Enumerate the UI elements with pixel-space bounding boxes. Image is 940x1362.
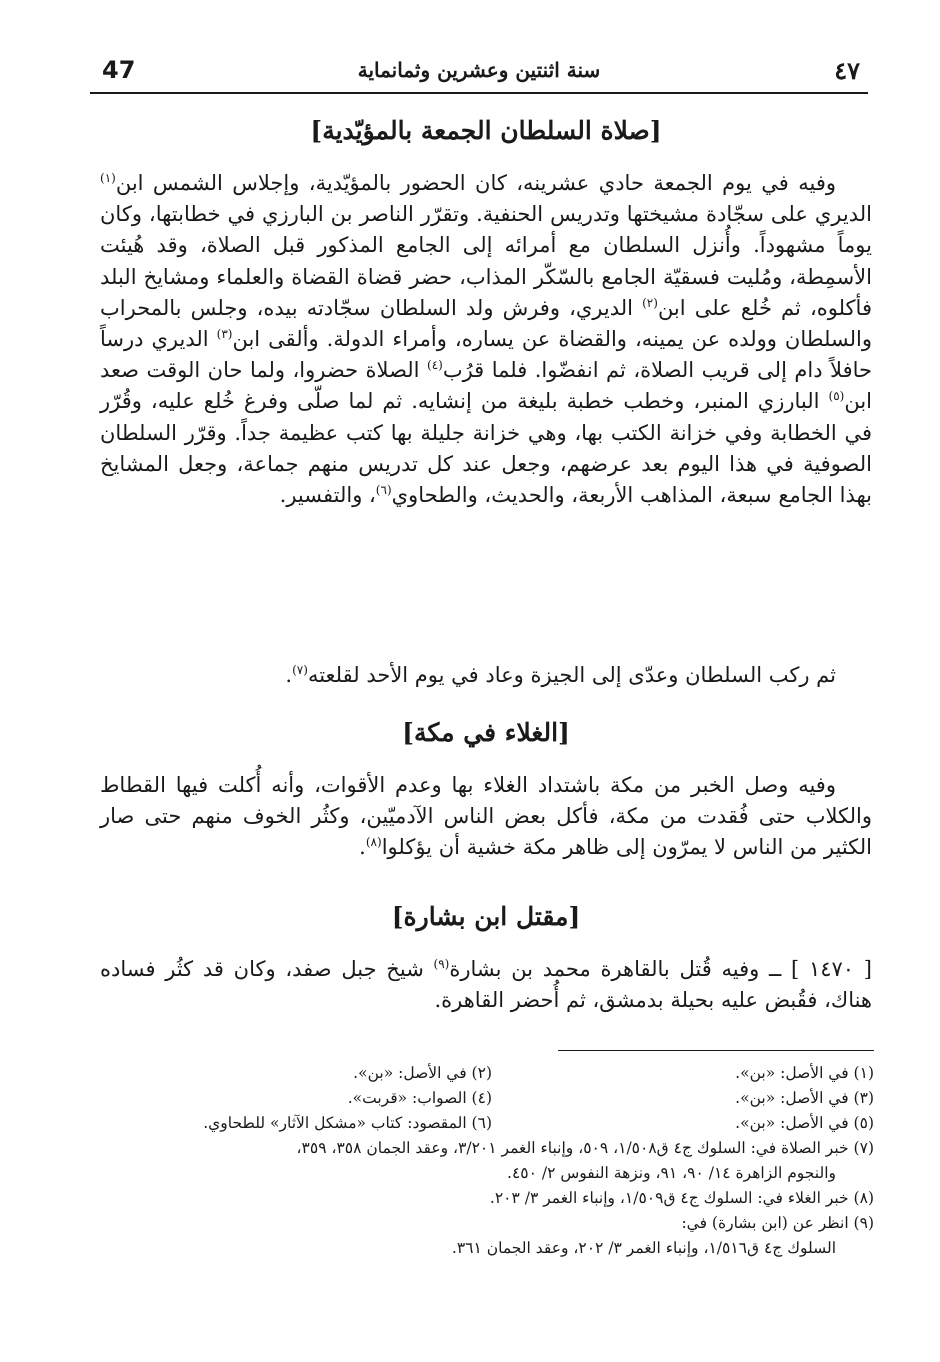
paragraph-text: . [285,663,293,687]
footnote: (٩) انظر عن (ابن بشارة) في: [681,1214,874,1232]
footnote: (٧) خبر الصلاة في: السلوك ج٤ ق١/٥٠٨، ٥٠٩، وإنباء الغمر ٣/٢٠١، وعقد الجمان ٣٥٨، ٣٥٩، [296,1139,874,1157]
footnote: (٤) الصواب: «قربت». [347,1089,492,1107]
footnote-ref: (٥) [828,389,845,404]
paragraph-text: الصلاة حضروا، ولما حان الوقت صعد ابن [100,358,872,414]
section-heading: [مقتل ابن بشارة] [391,902,581,931]
paragraph-text: البارزي المنبر، وخطب خطبة بليغة من إنشايه. ثم لما صلّى وفرغ خُلع عليه، وقُرّر في الخطابة وفي خزانة الكتب بها، وهي خزانة جليلة بها كتب عظيمة جداً. وقرّر السلطان الصوفية في هذا اليوم بعد عرضهم، وجعل عند كل تدريس منهم جماعة، وجعل المشايخ بهذا الجامع سبعة، المذاهب الأربعة، والحديث، والطحاوي [100,389,872,508]
footnote-ref: (٦) [375,483,392,498]
section-body [100,770,872,864]
page-number-latin: 47 [102,56,136,84]
footnote-continuation: السلوك ج٤ ق١/٥١٦، وإنباء الغمر ٣/ ٢٠٢، وعقد الجمان ٣٦١. [451,1239,836,1257]
footnote-ref: (٢) [642,295,658,310]
running-title: سنة اثنتين وعشرين وثمانماية [357,58,601,82]
footnotes [110,1061,874,1261]
footnote-row [110,1061,874,1086]
page-number-arabic: ٤٧ [834,56,860,85]
section-body [100,954,872,1016]
footnote: (٢) في الأصل: «بن». [353,1064,492,1082]
footnote-continuation: والنجوم الزاهرة ١٤/ ٩٠، ٩١، ونزهة النفوس ٢/ ٤٥٠. [507,1164,836,1182]
footnote-ref: (٣) [216,327,233,342]
footnote-row [110,1111,874,1136]
paragraph-text: الديري درساً حافلاً دام إلى قريب الصلاة، ثم انفضّوا. فلما قرُب [100,327,872,383]
paragraph [100,168,872,511]
footnote-separator [558,1050,874,1051]
footnote-ref: (١) [100,171,116,185]
paragraph-text: ثم ركب السلطان وعدّى إلى الجيزة وعاد في يوم الأحد لقلعته [307,663,836,687]
footnote-row [110,1086,874,1111]
paragraph [100,954,872,1016]
paragraph-text: الديري، وفرش ولد السلطان سجّادته بيده، وجلس بالمحراب والسلطان وولده عن يمينه، والقضاة عن يساره، وأمراء الدولة. وألقى ابن [100,295,873,352]
footnote: (٦) المقصود: كتاب «مشكل الآثار» للطحاوي. [203,1114,492,1132]
paragraph-text: وفيه وصل الخبر من مكة باشتداد الغلاء بها وعدم الأقوات، وأنه أُكلت فيها القطاط والكلاب حتى فُقدت من مكة، فأكل بعض الناس الآدميّين، وكثُر الخوف منهم حتى صار الكثير من الناس لا يمرّون إلى ظاهر مكة خشية أن يؤكلوا [100,773,872,860]
footnote: (١) في الأصل: «بن». [735,1064,874,1082]
paragraph-text: شيخ جبل صفد، وكان قد كثُر فساده هناك، فقُبض عليه بحيلة بدمشق، ثم أُحضر القاهرة. [100,957,872,1013]
footnote-ref: (٨) [365,835,382,850]
paragraph-text: وفيه في يوم الجمعة حادي عشرينه، كان الحضور بالمؤيّدية، وإجلاس الشمس ابن [115,171,836,195]
section-heading: [الغلاء في مكة] [402,718,570,747]
paragraph-text: الديري على سجّادة مشيختها وتدريس الحنفية. وتقرّر الناصر بن البارزي في خطابتها، وكان يوماً مشهوداً. وأُنزل السلطان مع أمرائه إلى الجامع المذكور قبل الصلاة، وقد هُيئت الأسمِطة، ومُليت فسقيّة الجامع بالسّكّر المذاب، حضر قضاة القضاة والعلماء ومشايخ البلد فأكلوه، ثم خُلع على ابن [100,202,872,320]
paragraph-text: ، والتفسير. [279,483,376,508]
footnote: (٨) خبر الغلاء في: السلوك ج٤ ق١/٥٠٩، وإنباء الغمر ٣/ ٢٠٣. [489,1189,874,1207]
footnote-ref: (٤) [427,358,443,373]
paragraph-text: [ ١٤٧٠ ] ــ وفيه قُتل بالقاهرة محمد بن بشارة [449,957,872,981]
paragraph-text: . [359,835,366,860]
paragraph [100,770,872,864]
section-heading: [صلاة السلطان الجمعة بالمؤيّدية] [310,116,662,145]
section-body [100,660,872,691]
footnote: (٥) في الأصل: «بن». [735,1114,874,1132]
section-body [100,168,872,511]
paragraph [100,660,872,691]
footnote-ref: (٧) [292,663,308,677]
page-header [90,56,868,94]
footnote-ref: (٩) [433,957,450,971]
footnote: (٣) في الأصل: «بن». [735,1089,874,1107]
